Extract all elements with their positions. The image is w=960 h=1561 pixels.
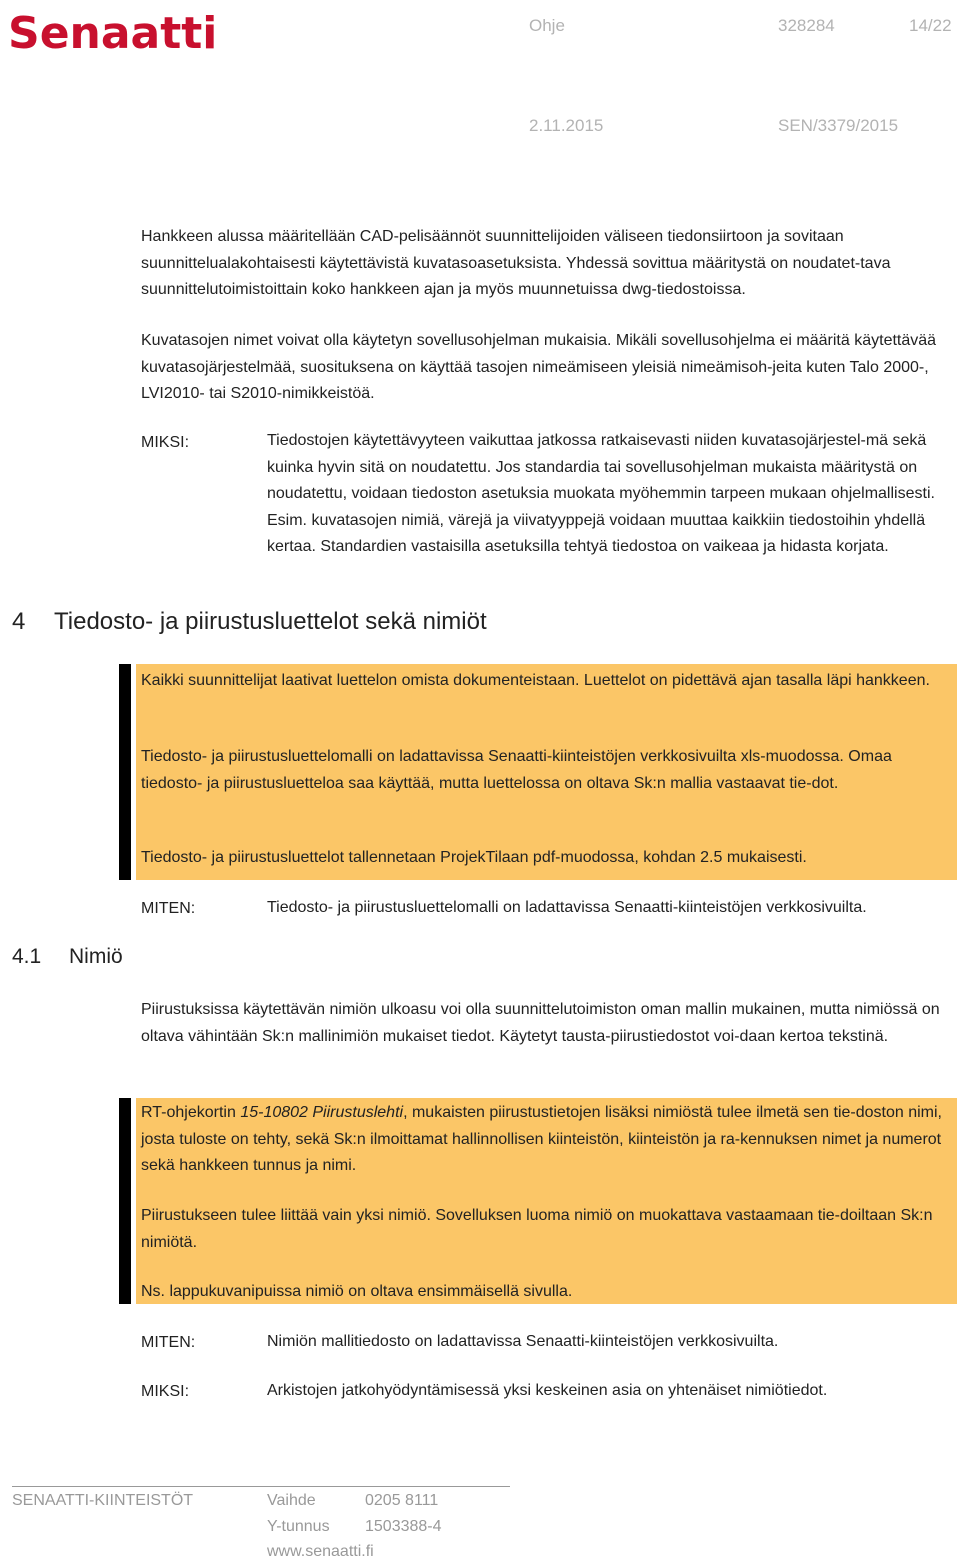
- section-heading-4-1: [12, 945, 123, 969]
- box-paragraph-3: Tiedosto- ja piirustusluettelot tallennetaan ProjekTilaan pdf-muodossa, kohdan 2.5 mukaisesti.: [141, 849, 807, 866]
- subsection-number: 4.1: [12, 945, 42, 968]
- senaatti-logo: [8, 6, 218, 56]
- highlight-bar-2: [119, 1098, 131, 1304]
- miksi-text: Tiedostojen käytettävyyteen vaikuttaa jatkossa ratkaisevasti niiden kuvatasojärjestel-mä sekä kuinka hyvin sitä on noudatettu. Jos standardia tai sovellusohjelman mukaista määritystä on noudatettu, voidaan tiedoston asetuksia muokata myöhemmin tarpeen mukaan ohjelmallisesti. Esim. kuvatasojen nimiä, värejä ja viivatyyppejä voidaan muuttaa kaikkiin tiedostoihin yhdellä kertaa. Standardien vastaisilla asetuksilla tehtyä tiedostoa on vaikeaa ja hidasta korjata.: [267, 432, 935, 555]
- doc-date: 2.11.2015: [529, 116, 604, 135]
- miksi-text-2: Arkistojen jatkohyödyntämisessä yksi keskeinen asia on yhtenäiset nimiötiedot.: [267, 1382, 828, 1399]
- miten-label-2: MITEN:: [141, 1334, 196, 1351]
- box2-p1-prefix: RT-ohjekortin: [141, 1104, 241, 1121]
- box2-paragraph-2: Piirustukseen tulee liittää vain yksi nimiö. Sovelluksen luoma nimiö on muokattava vastaamaan tie-doiltaan Sk:n nimiötä.: [141, 1207, 933, 1251]
- miksi-label: MIKSI:: [141, 434, 190, 451]
- miten-text: Tiedosto- ja piirustusluettelomalli on ladattavissa Senaatti-kiinteistöjen verkkosivuilta.: [267, 899, 867, 916]
- footer-phone-label: Vaihde: [267, 1492, 316, 1509]
- box-paragraph-1: Kaikki suunnittelijat laativat luettelon omista dokumenteistaan. Luettelot on pidettävä ajan tasalla läpi hankkeen.: [141, 672, 930, 689]
- section-heading-4: [12, 608, 487, 636]
- highlight-bar: [119, 664, 131, 880]
- doc-number: 328284: [778, 16, 835, 35]
- footer-divider: [12, 1486, 510, 1487]
- section-title: Tiedosto- ja piirustusluettelot sekä nimiöt: [54, 608, 487, 635]
- rt-card-reference: 15-10802 Piirustuslehti: [240, 1104, 404, 1121]
- intro-paragraph-1: Hankkeen alussa määritellään CAD-pelisäännöt suunnittelijoiden väliseen tiedonsiirtoon ja sovitaan suunnittelualakohtaisesti käytettävistä kuvatasoasetuksista. Yhdessä sovittua määritystä on noudatet-tava suunnittelutoimistoittain koko hankkeen ajan ja myös muunnetuissa dwg-tiedostoissa.: [141, 228, 891, 298]
- miten-text-2: Nimiön mallitiedosto on ladattavissa Senaatti-kiinteistöjen verkkosivuilta.: [267, 1333, 779, 1350]
- box-paragraph-2: Tiedosto- ja piirustusluettelomalli on ladattavissa Senaatti-kiinteistöjen verkkosivuilta xls-muodossa. Omaa tiedosto- ja piirustusluetteloa saa käyttää, mutta luettelossa on oltava Sk:n mallia vastaavat tie-dot.: [141, 748, 892, 792]
- miksi-label-2: MIKSI:: [141, 1383, 190, 1400]
- page-number: 14/22: [909, 16, 952, 35]
- logo-text: Senaatti: [8, 8, 218, 56]
- nimio-paragraph: Piirustuksissa käytettävän nimiön ulkoasu voi olla suunnittelutoimiston oman mallin mukainen, mutta nimiössä on oltava vähintään Sk:n mallinimiön mukaiset tiedot. Käytetyt tausta-piirustiedostot voi-daan kertoa tekstinä.: [141, 1001, 940, 1045]
- box2-paragraph-3: Ns. lappukuvanipuissa nimiö on oltava ensimmäisellä sivulla.: [141, 1283, 573, 1300]
- footer-phone: 0205 8111: [365, 1492, 439, 1509]
- footer-org: SENAATTI-KIINTEISTÖT: [12, 1492, 194, 1509]
- footer-website[interactable]: www.senaatti.fi: [267, 1543, 374, 1560]
- miten-label: MITEN:: [141, 900, 196, 917]
- intro-paragraph-2: Kuvatasojen nimet voivat olla käytetyn sovellusohjelman mukaisia. Mikäli sovellusohjelma ei määritä käytettävää kuvatasojärjestelmää, suosituksena on käyttää tasojen nimeämiseen yleisiä nimeämisoh-jeita kuten Talo 2000-, LVI2010- tai S2010-nimikkeistöä.: [141, 332, 937, 402]
- box2-p1-suffix: , mukaisten piirustustietojen lisäksi nimiöstä tulee ilmetä sen tie-doston nimi, josta tuloste on tehty, sekä Sk:n ilmoittamat hallinnollisen kiinteistön, kiinteistön ja ra-kennuksen nimet ja numerot sekä hankkeen tunnus ja nimi.: [141, 1104, 942, 1174]
- box2-paragraph-1: [141, 1100, 956, 1180]
- section-number: 4: [12, 608, 26, 635]
- footer-ytunnus: 1503388-4: [365, 1518, 442, 1535]
- doc-type: Ohje: [529, 16, 565, 35]
- footer-ytunnus-label: Y-tunnus: [267, 1518, 330, 1535]
- doc-reference: SEN/3379/2015: [778, 116, 899, 135]
- subsection-title: Nimiö: [69, 945, 123, 968]
